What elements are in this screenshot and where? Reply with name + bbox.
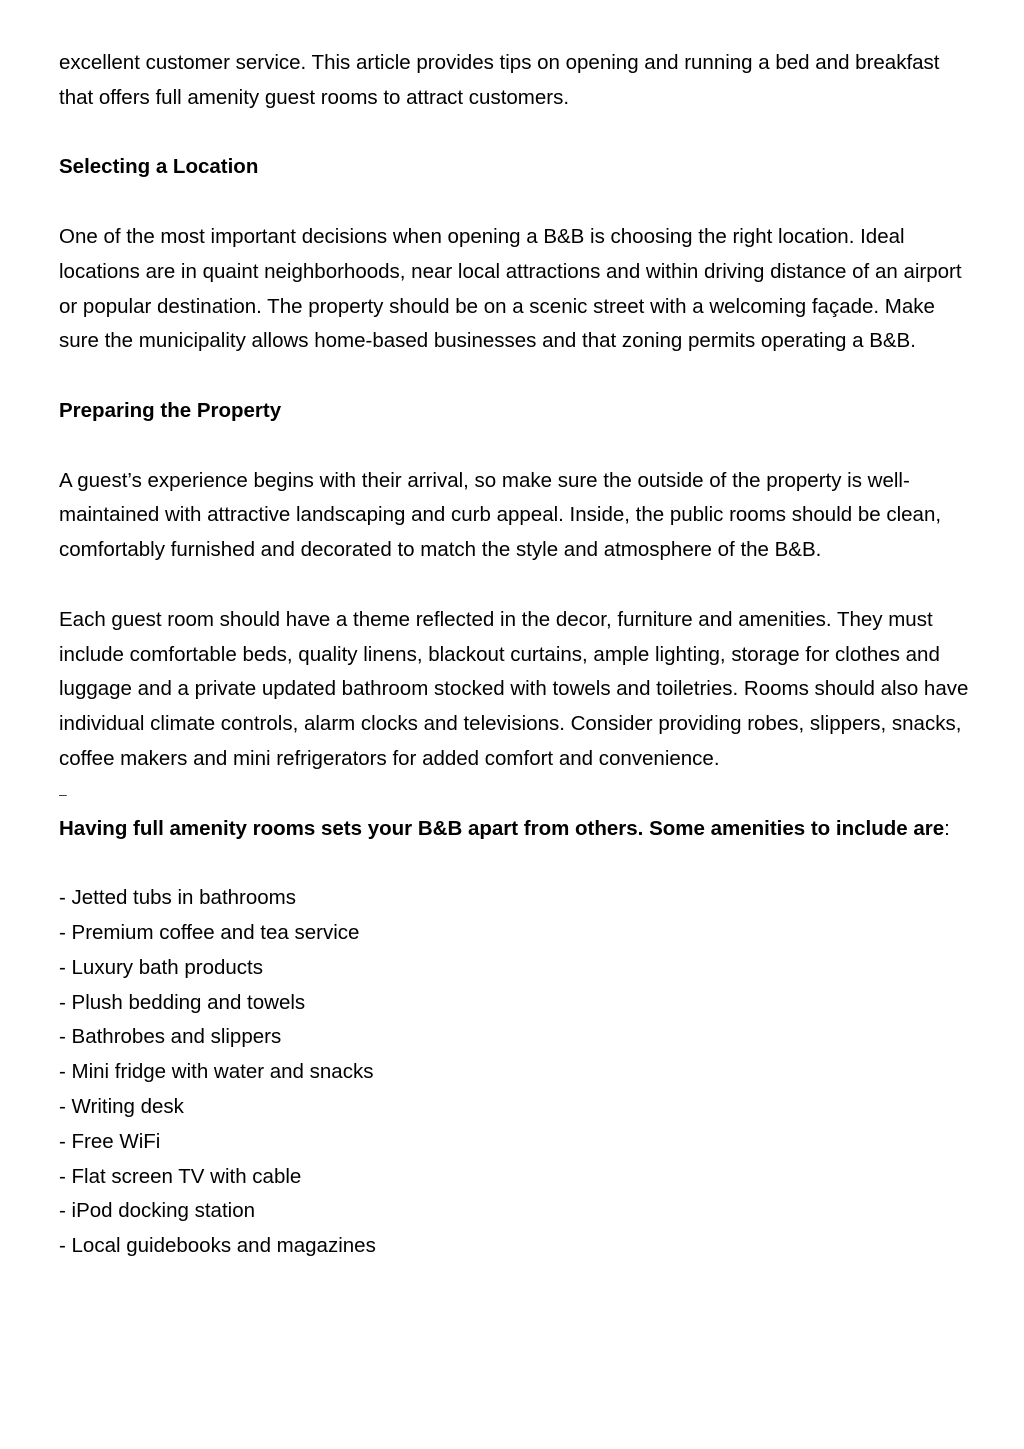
amenity-list-item: - Luxury bath products bbox=[59, 955, 263, 979]
paragraph-spacer bbox=[59, 116, 969, 151]
property-paragraph-2: Each guest room should have a theme reflected in the decor, furniture and amenities. They must include comfortable beds, quality linens, blackout curtains, ample lighting, storage for clothes and luggage and a private updated bathroom stocked with towels and toiletries. Rooms should also have individual climate controls, alarm clocks and televisions. Consider providing robes, slippers, snacks, coffee makers and mini refrigerators for added comfort and convenience. bbox=[59, 607, 969, 770]
amenities-intro bbox=[59, 812, 969, 847]
amenities-intro-colon: : bbox=[944, 816, 950, 840]
article-body bbox=[59, 46, 969, 1264]
paragraph-spacer bbox=[59, 185, 969, 220]
amenity-list-item: - Mini fridge with water and snacks bbox=[59, 1060, 374, 1084]
section-heading-property: Preparing the Property bbox=[59, 398, 282, 422]
amenity-list-item: - Jetted tubs in bathrooms bbox=[59, 886, 297, 910]
amenity-list-item: - Local guidebooks and magazines bbox=[59, 1234, 376, 1258]
amenities-list bbox=[59, 881, 969, 1264]
property-paragraph-1: A guest’s experience begins with their arrival, so make sure the outside of the property is well-maintained with attractive landscaping and curb appeal. Inside, the public rooms should be clean, comfortably furnished and decorated to match the style and atmosphere of the B&B. bbox=[59, 468, 942, 562]
paragraph-spacer bbox=[59, 568, 969, 603]
small-dash-mark: – bbox=[59, 785, 67, 802]
amenity-list-item: - Bathrobes and slippers bbox=[59, 1025, 282, 1049]
paragraph-spacer bbox=[59, 429, 969, 464]
amenity-list-item: - Plush bedding and towels bbox=[59, 990, 306, 1014]
amenity-list-item: - Premium coffee and tea service bbox=[59, 920, 360, 944]
location-paragraph: One of the most important decisions when opening a B&B is choosing the right location. Ideal locations are in quaint neighborhoods, near local attractions and within driving distance of an airport or popular destination. The property should be on a scenic street with a welcoming façade. Make sure the municipality allows home-based businesses and that zoning permits operating a B&B. bbox=[59, 224, 962, 353]
amenity-list-item: - Free WiFi bbox=[59, 1129, 161, 1153]
paragraph-spacer bbox=[59, 846, 969, 881]
paragraph-spacer bbox=[59, 359, 969, 394]
amenity-list-item: - Writing desk bbox=[59, 1094, 184, 1118]
section-heading-location: Selecting a Location bbox=[59, 155, 259, 179]
amenities-intro-bold: Having full amenity rooms sets your B&B apart from others. Some amenities to include are bbox=[59, 816, 945, 840]
amenity-list-item: - iPod docking station bbox=[59, 1199, 256, 1223]
amenity-list-item: - Flat screen TV with cable bbox=[59, 1164, 302, 1188]
intro-paragraph: excellent customer service. This article provides tips on opening and running a bed and breakfast that offers full amenity guest rooms to attract customers. bbox=[59, 51, 940, 109]
